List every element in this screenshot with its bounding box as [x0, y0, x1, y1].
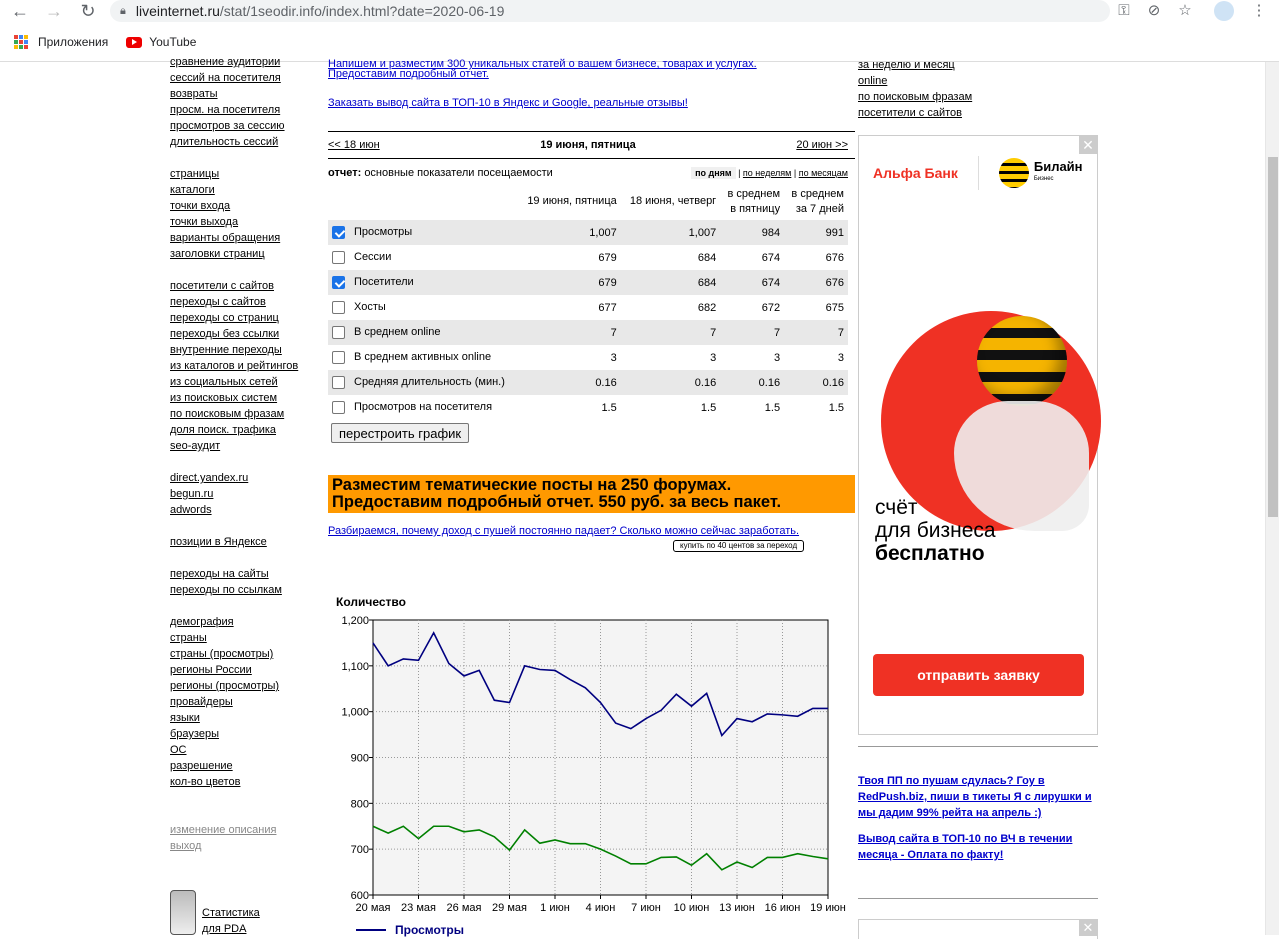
- row-value: 7: [621, 320, 720, 345]
- right-link-week-month[interactable]: за неделю и месяц: [858, 59, 955, 71]
- x-tick-label: 16 июн: [764, 902, 801, 914]
- promo-line1: Разместим тематические посты на 250 форумах.: [332, 476, 732, 494]
- bookmark-apps-label: Приложения: [38, 35, 109, 49]
- back-arrow-icon[interactable]: ←: [11, 1, 29, 21]
- key-icon[interactable]: ⚿: [1118, 2, 1130, 19]
- table-row: [328, 345, 848, 370]
- nav-link[interactable]: по поисковым фразам: [170, 408, 285, 420]
- y-tick-label: 900: [350, 752, 369, 765]
- nav-link[interactable]: позиции в Яндексе: [170, 536, 267, 548]
- row-value: 1.5: [764, 401, 781, 414]
- nav-link[interactable]: переходы со страниц: [170, 312, 279, 324]
- nav-link[interactable]: точки выхода: [170, 216, 239, 228]
- nav-link[interactable]: просм. на посетителя: [170, 104, 281, 116]
- x-tick-label: 7 июн: [631, 902, 661, 914]
- row-label-cell: [328, 345, 518, 370]
- reload-icon[interactable]: ↻: [80, 1, 96, 21]
- pda-link-line2[interactable]: для PDA: [202, 923, 247, 935]
- row-value: 0.16: [518, 370, 621, 395]
- row-value: 0.16: [720, 370, 784, 395]
- nav-link[interactable]: точки входа: [170, 200, 231, 212]
- nav-link[interactable]: провайдеры: [170, 696, 233, 708]
- table-row: [328, 395, 848, 420]
- table-row: [328, 295, 848, 320]
- forward-arrow-icon[interactable]: →: [45, 1, 63, 21]
- row-label: Просмотры: [354, 226, 413, 239]
- y-tick-label: 600: [350, 890, 369, 902]
- row-value: 3: [710, 351, 717, 364]
- x-tick-label: 19 июн: [810, 902, 846, 914]
- nav-link[interactable]: просмотров за сессию: [170, 120, 285, 132]
- report-label: отчет:: [328, 167, 362, 179]
- ad-slogan-line2: для бизнеса: [875, 519, 996, 542]
- row-value: 1,007: [518, 220, 621, 245]
- row-value: 676: [825, 251, 844, 264]
- row-value: 674: [761, 251, 781, 264]
- nav-link[interactable]: сравнение аудитории: [170, 56, 281, 68]
- right-link-search-phrases[interactable]: по поисковым фразам: [858, 91, 973, 103]
- nav-link[interactable]: из поисковых систем: [170, 392, 278, 404]
- browser-chrome: [0, 0, 1279, 62]
- row-label-cell: [328, 370, 518, 395]
- nav-link[interactable]: каталоги: [170, 184, 215, 196]
- y-tick-label: 700: [350, 844, 369, 857]
- row-value: 672: [761, 301, 781, 314]
- row-value: 3: [610, 351, 617, 364]
- nav-link[interactable]: direct.yandex.ru: [170, 472, 249, 484]
- row-value: 1,007: [621, 220, 720, 245]
- row-value: 991: [784, 220, 848, 245]
- url-field[interactable]: [110, 0, 1110, 22]
- nav-link[interactable]: сессий на посетителя: [170, 72, 281, 84]
- x-tick-label: 29 мая: [492, 902, 527, 914]
- row-checkbox[interactable]: [332, 301, 345, 314]
- nav-link[interactable]: разрешение: [170, 760, 233, 772]
- plot-area: [373, 620, 828, 895]
- nav-link[interactable]: изменение описания: [170, 824, 277, 836]
- row-label-cell: [328, 320, 518, 345]
- col-header-avg-weekday: [720, 183, 784, 220]
- mode-months[interactable]: по месяцам: [798, 168, 848, 178]
- nav-link[interactable]: страны: [170, 632, 207, 644]
- divider: [858, 746, 1098, 747]
- row-checkbox[interactable]: [332, 326, 345, 339]
- row-value: 684: [621, 270, 720, 295]
- x-tick-label: 23 мая: [401, 902, 436, 914]
- col-header-avg-weekday-l1: в среднем: [727, 187, 781, 200]
- col-header-yesterday: 18 июня, четверг: [621, 183, 720, 220]
- eye-off-icon[interactable]: ⊘: [1147, 2, 1161, 19]
- top-link-top10[interactable]: Заказать вывод сайта в ТОП-10 в Яндекс и Google, реальные отзывы!: [328, 97, 688, 109]
- advertisement-banner[interactable]: [858, 135, 1098, 735]
- nav-link[interactable]: переходы без ссылки: [170, 328, 280, 340]
- row-checkbox[interactable]: [332, 401, 345, 414]
- row-label-cell: [328, 270, 518, 295]
- row-value: 1.5: [700, 401, 717, 414]
- nav-link[interactable]: переходы на сайты: [170, 568, 269, 580]
- nav-link[interactable]: ОС: [170, 744, 187, 756]
- page-content: [0, 56, 1265, 937]
- promo-line2: Предоставим подробный отчет. 550 руб. за весь пакет.: [332, 493, 782, 511]
- x-tick-label: 1 июн: [540, 902, 570, 914]
- menu-dots-icon[interactable]: ⋮: [1251, 2, 1267, 19]
- url-host: liveinternet.ru: [135, 3, 220, 19]
- row-checkbox[interactable]: [332, 276, 345, 289]
- mode-days: по дням: [691, 167, 736, 179]
- pda-phone-icon: [170, 890, 196, 935]
- row-value: 676: [784, 270, 848, 295]
- alfa-bank-logo: Альфа Банк: [873, 165, 958, 181]
- beeline-name: Билайн: [1033, 159, 1083, 174]
- bookmark-youtube[interactable]: [126, 35, 196, 49]
- row-label-cell: [328, 245, 518, 270]
- report-header: [328, 165, 855, 181]
- youtube-icon: [126, 37, 142, 48]
- star-icon[interactable]: ☆: [1178, 2, 1192, 19]
- nav-link[interactable]: переходы с сайтов: [170, 296, 266, 308]
- nav-link[interactable]: из каталогов и рейтингов: [170, 360, 299, 372]
- ad-striped-ball: [977, 316, 1067, 406]
- ad-slogan-line3: бесплатно: [875, 542, 985, 565]
- col-header-avg-7days: [784, 183, 848, 220]
- right-link-online[interactable]: online: [858, 75, 888, 87]
- table-row: [328, 220, 848, 245]
- row-value: 3: [773, 351, 781, 364]
- row-checkbox[interactable]: [332, 376, 345, 389]
- nav-link[interactable]: из социальных сетей: [170, 376, 278, 388]
- scrollbar-thumb[interactable]: [1268, 157, 1278, 517]
- row-label-cell: [328, 220, 518, 245]
- row-value: 679: [518, 270, 621, 295]
- y-tick-label: 800: [350, 798, 369, 811]
- beeline-sub: Бизнес: [1033, 176, 1054, 182]
- col-header-avg-7days-l2: за 7 дней: [795, 202, 844, 215]
- nav-link[interactable]: переходы по ссылкам: [170, 584, 282, 596]
- row-label: В среднем online: [354, 326, 441, 339]
- nav-link[interactable]: доля поиск. трафика: [170, 424, 277, 436]
- row-value: 684: [697, 251, 717, 264]
- pda-link-block: [170, 890, 260, 937]
- nav-link[interactable]: adwords: [170, 504, 212, 516]
- buy-traffic-button[interactable]: купить по 40 центов за переход: [673, 540, 804, 552]
- ad-slogan-line1: счёт: [875, 496, 918, 519]
- bookmark-youtube-label: YouTube: [149, 35, 197, 49]
- nav-link[interactable]: возвраты: [170, 88, 218, 100]
- nav-link[interactable]: языки: [170, 712, 200, 724]
- beeline-logo-text: [1034, 160, 1083, 186]
- row-label: Посетители: [354, 276, 414, 289]
- period-modes: по дням | по неделям | по месяцам: [691, 168, 848, 178]
- promo-banner[interactable]: [328, 475, 855, 513]
- row-label: Просмотров на посетителя: [354, 401, 493, 414]
- beeline-logo-icon: [999, 158, 1029, 188]
- second-ad-banner[interactable]: [858, 919, 1098, 939]
- right-promo-links: [858, 746, 1098, 873]
- mode-weeks[interactable]: по неделям: [742, 168, 792, 178]
- rebuild-chart-button[interactable]: перестроить график: [331, 423, 469, 443]
- row-value: 677: [598, 301, 617, 314]
- y-tick-label: 1,200: [341, 615, 369, 627]
- table-row: [328, 320, 848, 345]
- next-day-link[interactable]: 20 июн >>: [796, 139, 848, 151]
- x-tick-label: 20 мая: [355, 902, 391, 914]
- row-label: Хосты: [354, 301, 386, 314]
- ad-close-icon[interactable]: ✕: [1079, 136, 1097, 154]
- main-column: [328, 58, 855, 937]
- bookmarks-bar: [0, 30, 1279, 54]
- ad-submit-button[interactable]: отправить заявку: [873, 654, 1084, 696]
- row-value: 7: [720, 320, 784, 345]
- row-value: 682: [697, 301, 717, 314]
- nav-link[interactable]: выход: [170, 840, 202, 852]
- table-row: [328, 270, 848, 295]
- col-header-avg-7days-l1: в среднем: [791, 187, 844, 200]
- lock-icon: 🔒︎: [120, 4, 126, 17]
- row-checkbox[interactable]: [332, 226, 345, 239]
- top-link-clipped: Напишем и разместим 300 уникальных статей о вашем бизнесе, товарах и услугах.: [328, 58, 757, 70]
- redpush-link[interactable]: Твоя ПП по пушам сдулась? Гоу в RedPush.biz, пиши в тикеты Я с лирушки и мы дадим 99% рейта на апрель :): [858, 775, 1092, 819]
- col-header-today: 19 июня, пятница: [518, 183, 621, 220]
- nav-link[interactable]: страницы: [170, 168, 220, 180]
- row-value: 679: [598, 251, 617, 264]
- legend-label: Просмотры: [395, 923, 465, 937]
- nav-link[interactable]: демография: [170, 616, 234, 628]
- row-label-cell: [328, 295, 518, 320]
- right-links: [858, 57, 1098, 121]
- divider: [328, 158, 855, 159]
- row-label: Сессии: [354, 251, 392, 264]
- chart-title: Количество: [336, 595, 406, 609]
- row-value: 7: [518, 320, 621, 345]
- nav-link[interactable]: посетители с сайтов: [170, 280, 274, 292]
- report-name: основные показатели посещаемости: [364, 167, 553, 179]
- top-link-report[interactable]: Предоставим подробный отчет.: [328, 68, 489, 80]
- row-value: 1.5: [601, 401, 617, 414]
- stats-table: [328, 183, 848, 420]
- table-row: [328, 245, 848, 270]
- table-header: [328, 183, 848, 220]
- y-tick-label: 1,100: [341, 660, 369, 673]
- nav-link[interactable]: begun.ru: [170, 488, 214, 500]
- nav-link[interactable]: заголовки страниц: [170, 248, 265, 260]
- address-bar-row: [0, 0, 1279, 24]
- row-value: 7: [784, 320, 848, 345]
- url-path: /stat/1seodir.info/index.html?date=2020-06-19: [219, 3, 505, 19]
- nav-link[interactable]: seo-аудит: [170, 440, 221, 452]
- row-value: 1.5: [828, 401, 844, 414]
- row-checkbox[interactable]: [332, 251, 345, 264]
- nav-link[interactable]: длительность сессий: [170, 136, 279, 148]
- profile-avatar[interactable]: [1214, 1, 1234, 21]
- row-value: 0.16: [621, 370, 720, 395]
- row-checkbox[interactable]: [332, 351, 345, 364]
- row-label: В среднем активных online: [354, 351, 492, 364]
- nav-link[interactable]: регионы (просмотры): [170, 680, 280, 692]
- ad2-close-icon[interactable]: ✕: [1079, 920, 1097, 936]
- line-chart: [328, 590, 855, 935]
- table-row: [328, 370, 848, 395]
- nav-link[interactable]: варианты обращения: [170, 232, 281, 244]
- left-nav: [170, 54, 310, 854]
- y-tick-label: 1,000: [341, 706, 369, 719]
- row-value: 0.16: [784, 370, 848, 395]
- day-navigation: [328, 132, 855, 158]
- nav-link[interactable]: регионы России: [170, 664, 252, 676]
- top10-hf-link[interactable]: Вывод сайта в ТОП-10 по ВЧ в течении месяца - Оплата по факту!: [858, 833, 1073, 861]
- chart-area: [328, 590, 855, 935]
- row-value: 984: [720, 220, 784, 245]
- scrollbar[interactable]: [1265, 62, 1279, 935]
- row-label: Средняя длительность (мин.): [354, 376, 505, 389]
- ad-logos: [873, 156, 1083, 190]
- nav-link[interactable]: внутренние переходы: [170, 344, 282, 356]
- row-value: 674: [720, 270, 784, 295]
- current-day: 19 июня, пятница: [540, 139, 636, 151]
- right-link-visitors-from-sites[interactable]: посетители с сайтов: [858, 107, 962, 119]
- row-value: 3: [837, 351, 844, 364]
- x-tick-label: 4 июн: [585, 902, 616, 914]
- ad-slogan: [875, 496, 996, 565]
- prev-day-link[interactable]: << 18 июн: [328, 139, 380, 151]
- divider: [858, 898, 1098, 899]
- nav-link[interactable]: страны (просмотры): [170, 648, 274, 660]
- nav-link[interactable]: браузеры: [170, 728, 219, 740]
- nav-link[interactable]: кол-во цветов: [170, 776, 241, 788]
- row-label-cell: [328, 395, 518, 420]
- apps-grid-icon: [14, 35, 28, 49]
- promo-push-link[interactable]: Разбираемся, почему доход с пушей постоянно падает? Сколько можно сейчас заработать.: [328, 525, 800, 537]
- bookmark-apps[interactable]: [14, 35, 108, 49]
- x-tick-label: 26 мая: [446, 902, 482, 914]
- x-tick-label: 10 июн: [673, 902, 710, 914]
- pda-link-line1[interactable]: Статистика: [202, 907, 260, 919]
- col-header-avg-weekday-l2: в пятницу: [730, 202, 781, 215]
- x-tick-label: 13 июн: [719, 902, 755, 914]
- row-value: 675: [825, 301, 844, 314]
